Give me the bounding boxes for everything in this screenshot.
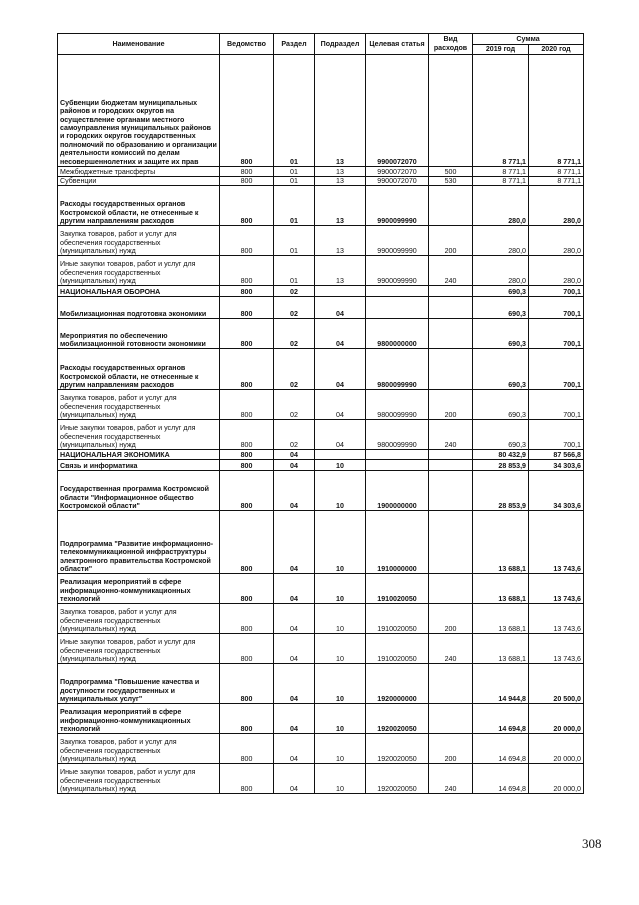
row-razdel: 04: [274, 450, 315, 460]
row-target: 9800000000: [366, 319, 429, 349]
row-sum-2020: 700,1: [529, 420, 584, 450]
row-vedomstvo: 800: [220, 297, 274, 319]
row-vid: [429, 511, 473, 574]
row-target: 9800099990: [366, 390, 429, 420]
row-razdel: 01: [274, 256, 315, 286]
row-vedomstvo: 800: [220, 349, 274, 390]
row-sum-2019: 8 771,1: [473, 177, 529, 186]
row-vid: 200: [429, 390, 473, 420]
row-name: НАЦИОНАЛЬНАЯ ОБОРОНА: [58, 286, 220, 297]
table-row: [58, 604, 584, 634]
row-razdel: 04: [274, 471, 315, 511]
row-sum-2019: 13 688,1: [473, 574, 529, 604]
row-razdel: 04: [274, 734, 315, 764]
row-podrazdel: 10: [315, 604, 366, 634]
row-sum-2020: 13 743,6: [529, 634, 584, 664]
header-razdel: Раздел: [274, 34, 315, 55]
row-sum-2020: 20 000,0: [529, 764, 584, 794]
row-sum-2019: 13 688,1: [473, 511, 529, 574]
header-vedomstvo: Ведомство: [220, 34, 274, 55]
row-sum-2020: 280,0: [529, 186, 584, 226]
row-target: 9800099990: [366, 420, 429, 450]
row-sum-2020: 280,0: [529, 226, 584, 256]
row-sum-2020: 20 000,0: [529, 704, 584, 734]
row-target: [366, 297, 429, 319]
row-razdel: 04: [274, 460, 315, 471]
row-target: 1920020050: [366, 764, 429, 794]
row-vedomstvo: 800: [220, 55, 274, 167]
table-row: [58, 664, 584, 704]
table-row: [58, 177, 584, 186]
row-podrazdel: 04: [315, 297, 366, 319]
row-vid: [429, 55, 473, 167]
table-row: [58, 286, 584, 297]
row-podrazdel: 10: [315, 704, 366, 734]
row-vid: 240: [429, 256, 473, 286]
row-podrazdel: [315, 286, 366, 297]
row-name: Субвенции бюджетам муниципальных районов и городских округов на осуществление органами местного самоуправления муниципальных районов и городских округов государственных полномочий по образованию и организации деятельности комиссий по делам несовершеннолетних и защите их прав: [58, 55, 220, 167]
row-sum-2020: 8 771,1: [529, 55, 584, 167]
table-row: [58, 226, 584, 256]
row-vedomstvo: 800: [220, 177, 274, 186]
row-name: Расходы государственных органов Костромской области, не отнесенные к другим направлениям расходов: [58, 186, 220, 226]
row-razdel: 01: [274, 226, 315, 256]
row-podrazdel: 04: [315, 390, 366, 420]
row-sum-2020: 700,1: [529, 319, 584, 349]
row-sum-2019: 690,3: [473, 286, 529, 297]
row-sum-2019: 13 688,1: [473, 604, 529, 634]
row-vid: 200: [429, 604, 473, 634]
row-vedomstvo: 800: [220, 450, 274, 460]
table-row: [58, 634, 584, 664]
row-sum-2020: 34 303,6: [529, 471, 584, 511]
row-razdel: 02: [274, 297, 315, 319]
table-row: [58, 704, 584, 734]
row-sum-2019: 690,3: [473, 390, 529, 420]
header-target: Целевая статья: [366, 34, 429, 55]
row-sum-2020: 87 566,8: [529, 450, 584, 460]
row-target: 9900099990: [366, 256, 429, 286]
row-vid: [429, 450, 473, 460]
row-sum-2020: 13 743,6: [529, 511, 584, 574]
row-sum-2020: 700,1: [529, 390, 584, 420]
row-target: 9900072070: [366, 167, 429, 177]
table-row: [58, 574, 584, 604]
row-vedomstvo: 800: [220, 764, 274, 794]
row-sum-2020: 700,1: [529, 297, 584, 319]
table-row: [58, 55, 584, 167]
row-sum-2020: 700,1: [529, 349, 584, 390]
row-vid: 200: [429, 226, 473, 256]
row-target: 1910020050: [366, 634, 429, 664]
row-vedomstvo: 800: [220, 664, 274, 704]
row-name: Иные закупки товаров, работ и услуг для обеспечения государственных (муниципальных) нужд: [58, 420, 220, 450]
row-sum-2019: 690,3: [473, 420, 529, 450]
row-razdel: 04: [274, 574, 315, 604]
row-vedomstvo: 800: [220, 420, 274, 450]
row-razdel: 02: [274, 390, 315, 420]
row-razdel: 02: [274, 349, 315, 390]
row-target: 9800099990: [366, 349, 429, 390]
row-sum-2020: 34 303,6: [529, 460, 584, 471]
table-row: [58, 167, 584, 177]
row-sum-2019: 14 944,8: [473, 664, 529, 704]
row-vid: 530: [429, 177, 473, 186]
row-name: Межбюджетные трансферты: [58, 167, 220, 177]
row-vid: 240: [429, 634, 473, 664]
table-row: [58, 420, 584, 450]
row-vedomstvo: 800: [220, 167, 274, 177]
row-podrazdel: 10: [315, 460, 366, 471]
row-podrazdel: 13: [315, 55, 366, 167]
row-sum-2019: 690,3: [473, 297, 529, 319]
row-name: Мобилизационная подготовка экономики: [58, 297, 220, 319]
row-vedomstvo: 800: [220, 604, 274, 634]
row-sum-2019: 280,0: [473, 256, 529, 286]
row-razdel: 01: [274, 167, 315, 177]
row-sum-2019: 80 432,9: [473, 450, 529, 460]
row-sum-2019: 280,0: [473, 186, 529, 226]
table-row: [58, 764, 584, 794]
row-podrazdel: 10: [315, 574, 366, 604]
table-row: [58, 734, 584, 764]
row-name: Подпрограмма "Повышение качества и доступности государственных и муниципальных услуг": [58, 664, 220, 704]
table-row: [58, 471, 584, 511]
table-row: [58, 186, 584, 226]
row-sum-2019: 8 771,1: [473, 167, 529, 177]
row-sum-2019: 8 771,1: [473, 55, 529, 167]
row-target: 1910000000: [366, 511, 429, 574]
row-target: 1920020050: [366, 704, 429, 734]
row-sum-2019: 14 694,8: [473, 764, 529, 794]
row-vedomstvo: 800: [220, 511, 274, 574]
row-vid: [429, 471, 473, 511]
budget-table: [57, 33, 584, 794]
row-name: Закупка товаров, работ и услуг для обеспечения государственных (муниципальных) нужд: [58, 390, 220, 420]
row-name: Расходы государственных органов Костромской области, не отнесенные к другим направлениям расходов: [58, 349, 220, 390]
row-target: 9900072070: [366, 177, 429, 186]
row-razdel: 02: [274, 420, 315, 450]
header-2020: 2020 год: [529, 45, 584, 55]
row-name: Реализация мероприятий в сфере информационно-коммуникационных технологий: [58, 704, 220, 734]
row-razdel: 01: [274, 186, 315, 226]
row-name: Мероприятия по обеспечению мобилизационной готовности экономики: [58, 319, 220, 349]
row-vedomstvo: 800: [220, 460, 274, 471]
row-sum-2019: 28 853,9: [473, 471, 529, 511]
row-sum-2019: 28 853,9: [473, 460, 529, 471]
row-podrazdel: 04: [315, 420, 366, 450]
table-row: [58, 390, 584, 420]
row-name: Подпрограмма "Развитие информационно-телекоммуникационной инфраструктуры электронного правительства Костромской области": [58, 511, 220, 574]
row-razdel: 04: [274, 764, 315, 794]
row-target: 1920020050: [366, 734, 429, 764]
row-name: НАЦИОНАЛЬНАЯ ЭКОНОМИКА: [58, 450, 220, 460]
row-vedomstvo: 800: [220, 704, 274, 734]
row-podrazdel: 04: [315, 349, 366, 390]
row-vedomstvo: 800: [220, 574, 274, 604]
row-podrazdel: 13: [315, 177, 366, 186]
row-target: 1910020050: [366, 604, 429, 634]
row-name: Государственная программа Костромской области "Информационное общество Костромской области": [58, 471, 220, 511]
row-sum-2020: 8 771,1: [529, 177, 584, 186]
row-podrazdel: 10: [315, 764, 366, 794]
row-podrazdel: 10: [315, 634, 366, 664]
row-podrazdel: 10: [315, 734, 366, 764]
row-sum-2019: 690,3: [473, 319, 529, 349]
row-target: 9900072070: [366, 55, 429, 167]
row-sum-2019: 13 688,1: [473, 634, 529, 664]
row-razdel: 04: [274, 511, 315, 574]
row-podrazdel: 10: [315, 471, 366, 511]
row-target: [366, 460, 429, 471]
row-sum-2020: 280,0: [529, 256, 584, 286]
row-sum-2020: 13 743,6: [529, 604, 584, 634]
header-podrazdel: Подраздел: [315, 34, 366, 55]
row-target: 1900000000: [366, 471, 429, 511]
row-podrazdel: 10: [315, 664, 366, 704]
row-vid: [429, 349, 473, 390]
row-vid: [429, 297, 473, 319]
table-row: [58, 349, 584, 390]
row-podrazdel: 13: [315, 256, 366, 286]
row-vid: [429, 286, 473, 297]
row-sum-2020: 8 771,1: [529, 167, 584, 177]
row-razdel: 04: [274, 604, 315, 634]
table-row: [58, 511, 584, 574]
row-razdel: 04: [274, 664, 315, 704]
row-razdel: 01: [274, 177, 315, 186]
row-vedomstvo: 800: [220, 634, 274, 664]
table-row: [58, 450, 584, 460]
row-name: Закупка товаров, работ и услуг для обеспечения государственных (муниципальных) нужд: [58, 734, 220, 764]
row-target: 1910020050: [366, 574, 429, 604]
row-podrazdel: 13: [315, 186, 366, 226]
row-target: 9900099990: [366, 226, 429, 256]
row-razdel: 02: [274, 286, 315, 297]
row-vid: [429, 460, 473, 471]
row-razdel: 02: [274, 319, 315, 349]
row-vedomstvo: 800: [220, 319, 274, 349]
row-vedomstvo: 800: [220, 286, 274, 297]
row-name: Иные закупки товаров, работ и услуг для обеспечения государственных (муниципальных) нужд: [58, 634, 220, 664]
row-vid: 500: [429, 167, 473, 177]
row-podrazdel: [315, 450, 366, 460]
row-vid: [429, 186, 473, 226]
row-razdel: 04: [274, 634, 315, 664]
row-razdel: 01: [274, 55, 315, 167]
header-2019: 2019 год: [473, 45, 529, 55]
row-vid: [429, 664, 473, 704]
row-vid: 200: [429, 734, 473, 764]
header-name: Наименование: [58, 34, 220, 55]
row-sum-2020: 13 743,6: [529, 574, 584, 604]
row-vedomstvo: 800: [220, 226, 274, 256]
row-sum-2019: 280,0: [473, 226, 529, 256]
table-row: [58, 319, 584, 349]
page-number: 308: [582, 836, 602, 851]
row-sum-2020: 20 000,0: [529, 734, 584, 764]
row-vid: [429, 319, 473, 349]
row-vedomstvo: 800: [220, 390, 274, 420]
table-body: [58, 55, 584, 794]
row-vid: 240: [429, 764, 473, 794]
row-target: [366, 286, 429, 297]
row-name: Иные закупки товаров, работ и услуг для обеспечения государственных (муниципальных) нужд: [58, 764, 220, 794]
row-vedomstvo: 800: [220, 734, 274, 764]
row-vedomstvo: 800: [220, 256, 274, 286]
row-target: 1920000000: [366, 664, 429, 704]
row-podrazdel: 13: [315, 167, 366, 177]
row-name: Закупка товаров, работ и услуг для обеспечения государственных (муниципальных) нужд: [58, 604, 220, 634]
row-podrazdel: 10: [315, 511, 366, 574]
row-sum-2020: 20 500,0: [529, 664, 584, 704]
row-vid: [429, 574, 473, 604]
row-vedomstvo: 800: [220, 471, 274, 511]
row-target: 9900099990: [366, 186, 429, 226]
table-row: [58, 256, 584, 286]
row-podrazdel: 04: [315, 319, 366, 349]
row-podrazdel: 13: [315, 226, 366, 256]
row-name: Иные закупки товаров, работ и услуг для обеспечения государственных (муниципальных) нужд: [58, 256, 220, 286]
row-sum-2019: 690,3: [473, 349, 529, 390]
row-name: Реализация мероприятий в сфере информационно-коммуникационных технологий: [58, 574, 220, 604]
row-vedomstvo: 800: [220, 186, 274, 226]
table-row: [58, 297, 584, 319]
row-vid: 240: [429, 420, 473, 450]
row-razdel: 04: [274, 704, 315, 734]
row-name: Закупка товаров, работ и услуг для обеспечения государственных (муниципальных) нужд: [58, 226, 220, 256]
row-sum-2019: 14 694,8: [473, 734, 529, 764]
row-name: Связь и информатика: [58, 460, 220, 471]
header-vid: Вид расходов: [429, 34, 473, 55]
row-target: [366, 450, 429, 460]
row-sum-2020: 700,1: [529, 286, 584, 297]
header-sum: Сумма: [473, 34, 584, 45]
row-name: Субвенции: [58, 177, 220, 186]
table-row: [58, 460, 584, 471]
row-sum-2019: 14 694,8: [473, 704, 529, 734]
row-vid: [429, 704, 473, 734]
